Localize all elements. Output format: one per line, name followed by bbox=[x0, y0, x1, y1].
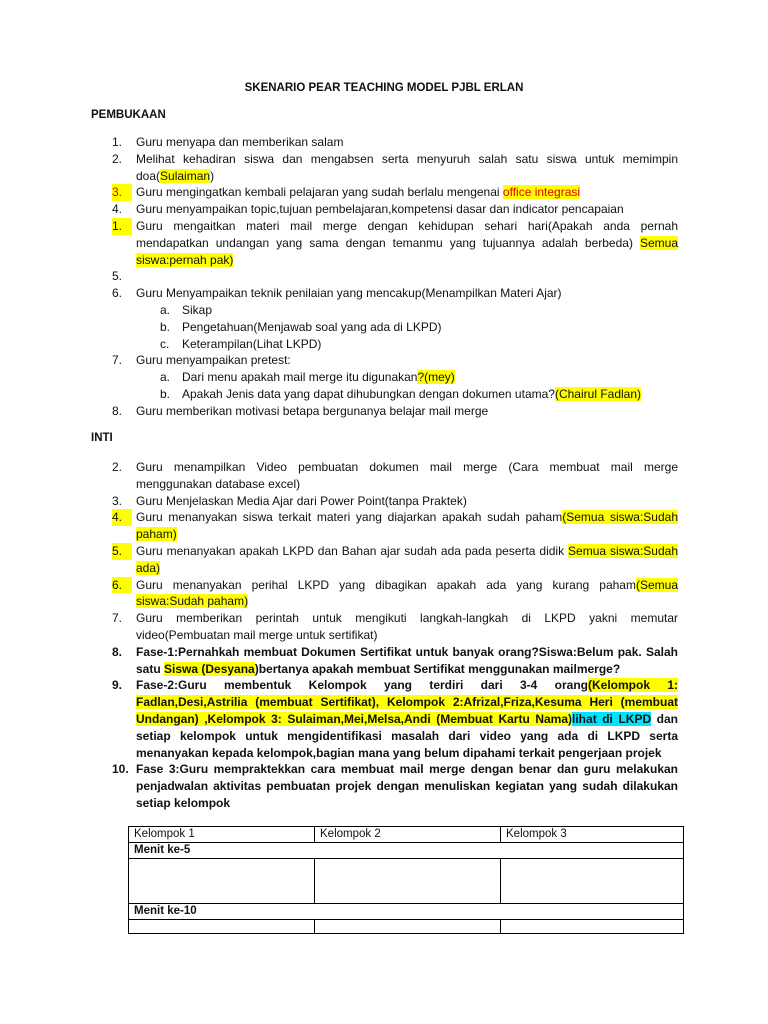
table-header-cell: Kelompok 3 bbox=[501, 827, 684, 843]
list-item bbox=[112, 151, 678, 185]
list-item bbox=[112, 201, 678, 218]
item-text: Fase 3:Guru mempraktekkan cara membuat mail merge dengan benar dan guru melakukan penjadwalan aktivitas pembuatan projek dengan menuliskan kegiatan yang sudah dilakukan setiap kelompok bbox=[136, 762, 678, 810]
item-text-tail: dan setiap kelompok untuk mengidentifikasi masalah dari video yang ada di LKPD serta menanyakan kepada kelompok,bagian mana yang belum dipahami terkait pengerjaan projek bbox=[136, 711, 678, 760]
item-text: Guru mengaitkan materi mail merge dengan kehidupan sehari hari(Apakah anda pernah mendapatkan undangan yang sama dengan temanmu yang tujuannya adalah berbeda) bbox=[136, 218, 678, 250]
section-heading-pembukaan: PEMBUKAAN bbox=[91, 109, 166, 121]
item-text: Guru memberikan motivasi betapa bergunanya belajar mail merge bbox=[136, 403, 489, 418]
table-row bbox=[129, 920, 684, 934]
table-row-label: Menit ke-5 bbox=[129, 843, 684, 859]
table-cell[interactable] bbox=[129, 859, 315, 904]
list-item bbox=[112, 509, 678, 543]
document-title: SKENARIO PEAR TEACHING MODEL PJBL ERLAN bbox=[244, 82, 524, 94]
table-cell[interactable] bbox=[501, 920, 684, 934]
sub-list bbox=[136, 302, 678, 352]
sub-item-text: Apakah Jenis data yang dapat dihubungkan dengan dokumen utama? bbox=[182, 386, 555, 401]
item-text: Guru menyampaikan pretest: bbox=[136, 353, 291, 368]
item-number: 5. bbox=[112, 269, 123, 284]
highlighted-text: (Semua siswa:Sudah paham) bbox=[136, 577, 678, 609]
highlighted-text: Semua siswa:pernah pak) bbox=[136, 235, 678, 267]
item-text: Guru menyampaikan topic,tujuan pembelajaran,kompetensi dasar dan indicator pencapaian bbox=[136, 202, 624, 217]
list-item bbox=[112, 644, 678, 678]
list-item bbox=[112, 184, 678, 201]
item-text: Fase-1:Pernahkah membuat Dokumen Sertifikat untuk banyak orang?Siswa:Belum pak. Salah satu bbox=[136, 644, 678, 676]
section-heading-inti: INTI bbox=[91, 432, 113, 444]
item-number: 7. bbox=[112, 353, 123, 368]
table-row bbox=[129, 843, 684, 859]
item-text: Guru menanyakan apakah LKPD dan Bahan ajar sudah ada pada peserta didik bbox=[136, 543, 569, 558]
sub-item-text: Keterampilan(Lihat LKPD) bbox=[182, 336, 322, 351]
item-number: 2. bbox=[112, 151, 123, 166]
item-text: Guru menanyakan perihal LKPD yang dibagikan apakah ada yang kurang paham bbox=[136, 577, 636, 592]
list-item bbox=[112, 493, 678, 510]
sub-item-text: Dari menu apakah mail merge itu digunakan bbox=[182, 370, 418, 385]
list-item bbox=[112, 218, 678, 268]
kelompok-table bbox=[128, 826, 684, 934]
item-text: Guru menanyakan siswa terkait materi yang diajarkan apakah sudah paham bbox=[136, 510, 563, 525]
sub-list-item bbox=[160, 369, 678, 386]
list-item bbox=[112, 577, 678, 611]
sub-item-letter: b. bbox=[160, 386, 171, 401]
highlighted-text: ?(mey) bbox=[417, 370, 455, 385]
item-text: Melihat kehadiran siswa dan mengabsen serta menyuruh salah satu siswa untuk memimpin doa( bbox=[136, 151, 678, 183]
item-text: Guru memberikan perintah untuk mengikuti langkah-langkah di LKPD yakni memutar video(Pembuatan mail merge untuk sertifikat) bbox=[136, 611, 678, 642]
item-number: 1. bbox=[112, 218, 132, 235]
highlighted-text: (Chairul Fadlan) bbox=[554, 386, 642, 401]
item-text-tail: )bertanya apakah membuat Sertifikat menggunakan mailmerge? bbox=[254, 661, 621, 676]
item-text: Guru menampilkan Video pembuatan dokumen mail merge (Cara membuat mail merge menggunakan database excel) bbox=[136, 460, 678, 491]
item-number: 4. bbox=[112, 202, 123, 217]
sub-item-text: Pengetahuan(Menjawab soal yang ada di LKPD) bbox=[182, 319, 442, 334]
cyan-highlighted-text: lihat di LKPD bbox=[572, 711, 652, 726]
inti-list bbox=[112, 459, 678, 812]
item-number: 5. bbox=[112, 543, 132, 560]
item-text-tail: ) bbox=[210, 168, 215, 183]
item-number: 8. bbox=[112, 644, 123, 659]
table-header-cell: Kelompok 2 bbox=[315, 827, 501, 843]
sub-list-item bbox=[160, 302, 678, 319]
item-number: 6. bbox=[112, 577, 132, 594]
sub-list bbox=[136, 369, 678, 403]
table-cell[interactable] bbox=[315, 859, 501, 904]
item-number: 4. bbox=[112, 509, 132, 526]
highlighted-text: Sulaiman bbox=[160, 168, 211, 183]
sub-item-letter: c. bbox=[160, 336, 170, 351]
table-cell[interactable] bbox=[129, 920, 315, 934]
highlighted-text: Semua siswa:Sudah ada) bbox=[136, 543, 678, 575]
table-row bbox=[129, 859, 684, 904]
list-item bbox=[112, 761, 678, 811]
sub-list-item bbox=[160, 336, 678, 353]
item-number: 6. bbox=[112, 286, 123, 301]
sub-item-letter: a. bbox=[160, 302, 171, 317]
item-text: Guru mengingatkan kembali pelajaran yang sudah berlalu mengenai bbox=[136, 185, 503, 200]
item-number: 9. bbox=[112, 678, 123, 693]
list-item bbox=[112, 285, 678, 352]
table-row bbox=[129, 904, 684, 920]
table-cell[interactable] bbox=[501, 859, 684, 904]
list-item bbox=[112, 134, 678, 151]
table-header-cell: Kelompok 1 bbox=[129, 827, 315, 843]
item-number: 1. bbox=[112, 135, 123, 149]
list-item bbox=[112, 352, 678, 402]
table-cell[interactable] bbox=[315, 920, 501, 934]
item-text: Guru Menjelaskan Media Ajar dari Power Point(tanpa Praktek) bbox=[136, 493, 467, 508]
item-number: 10. bbox=[112, 762, 129, 777]
highlighted-text: (Kelompok 1: Fadlan,Desi,Astrilia (membuat Sertifikat), Kelompok 2:Afrizal,Friza,Kesuma Heri (membuat Undangan) ,Kelompok 3: Sulaiman,Mei,Melsa,Andi (Membuat Kartu Nama) bbox=[136, 678, 678, 726]
item-text: Guru Menyampaikan teknik penilaian yang mencakup(Menampilkan Materi Ajar) bbox=[136, 286, 562, 301]
table-row-label: Menit ke-10 bbox=[129, 904, 684, 920]
list-item bbox=[112, 403, 678, 420]
sub-item-letter: b. bbox=[160, 319, 171, 334]
item-number: 7. bbox=[112, 611, 123, 626]
list-item bbox=[112, 677, 678, 761]
sub-item-letter: a. bbox=[160, 370, 171, 385]
sub-item-text: Sikap bbox=[182, 302, 213, 317]
highlighted-text: (Semua siswa:Sudah paham) bbox=[136, 510, 678, 542]
sub-list-item bbox=[160, 386, 678, 403]
sub-list-item bbox=[160, 319, 678, 336]
item-number: 2. bbox=[112, 460, 123, 474]
highlighted-text: Siswa (Desyana bbox=[164, 661, 255, 676]
pembukaan-list bbox=[112, 134, 678, 420]
item-number: 3. bbox=[112, 184, 132, 201]
list-item bbox=[112, 610, 678, 644]
item-number: 8. bbox=[112, 403, 123, 418]
highlighted-text: office integrasi bbox=[502, 185, 581, 200]
item-text: Guru menyapa dan memberikan salam bbox=[136, 135, 344, 149]
list-item bbox=[112, 543, 678, 577]
item-text: Fase-2:Guru membentuk Kelompok yang terdiri dari 3-4 orang bbox=[136, 678, 588, 693]
list-item bbox=[112, 268, 678, 285]
list-item bbox=[112, 459, 678, 493]
item-number: 3. bbox=[112, 493, 123, 508]
table-header-row bbox=[129, 827, 684, 843]
